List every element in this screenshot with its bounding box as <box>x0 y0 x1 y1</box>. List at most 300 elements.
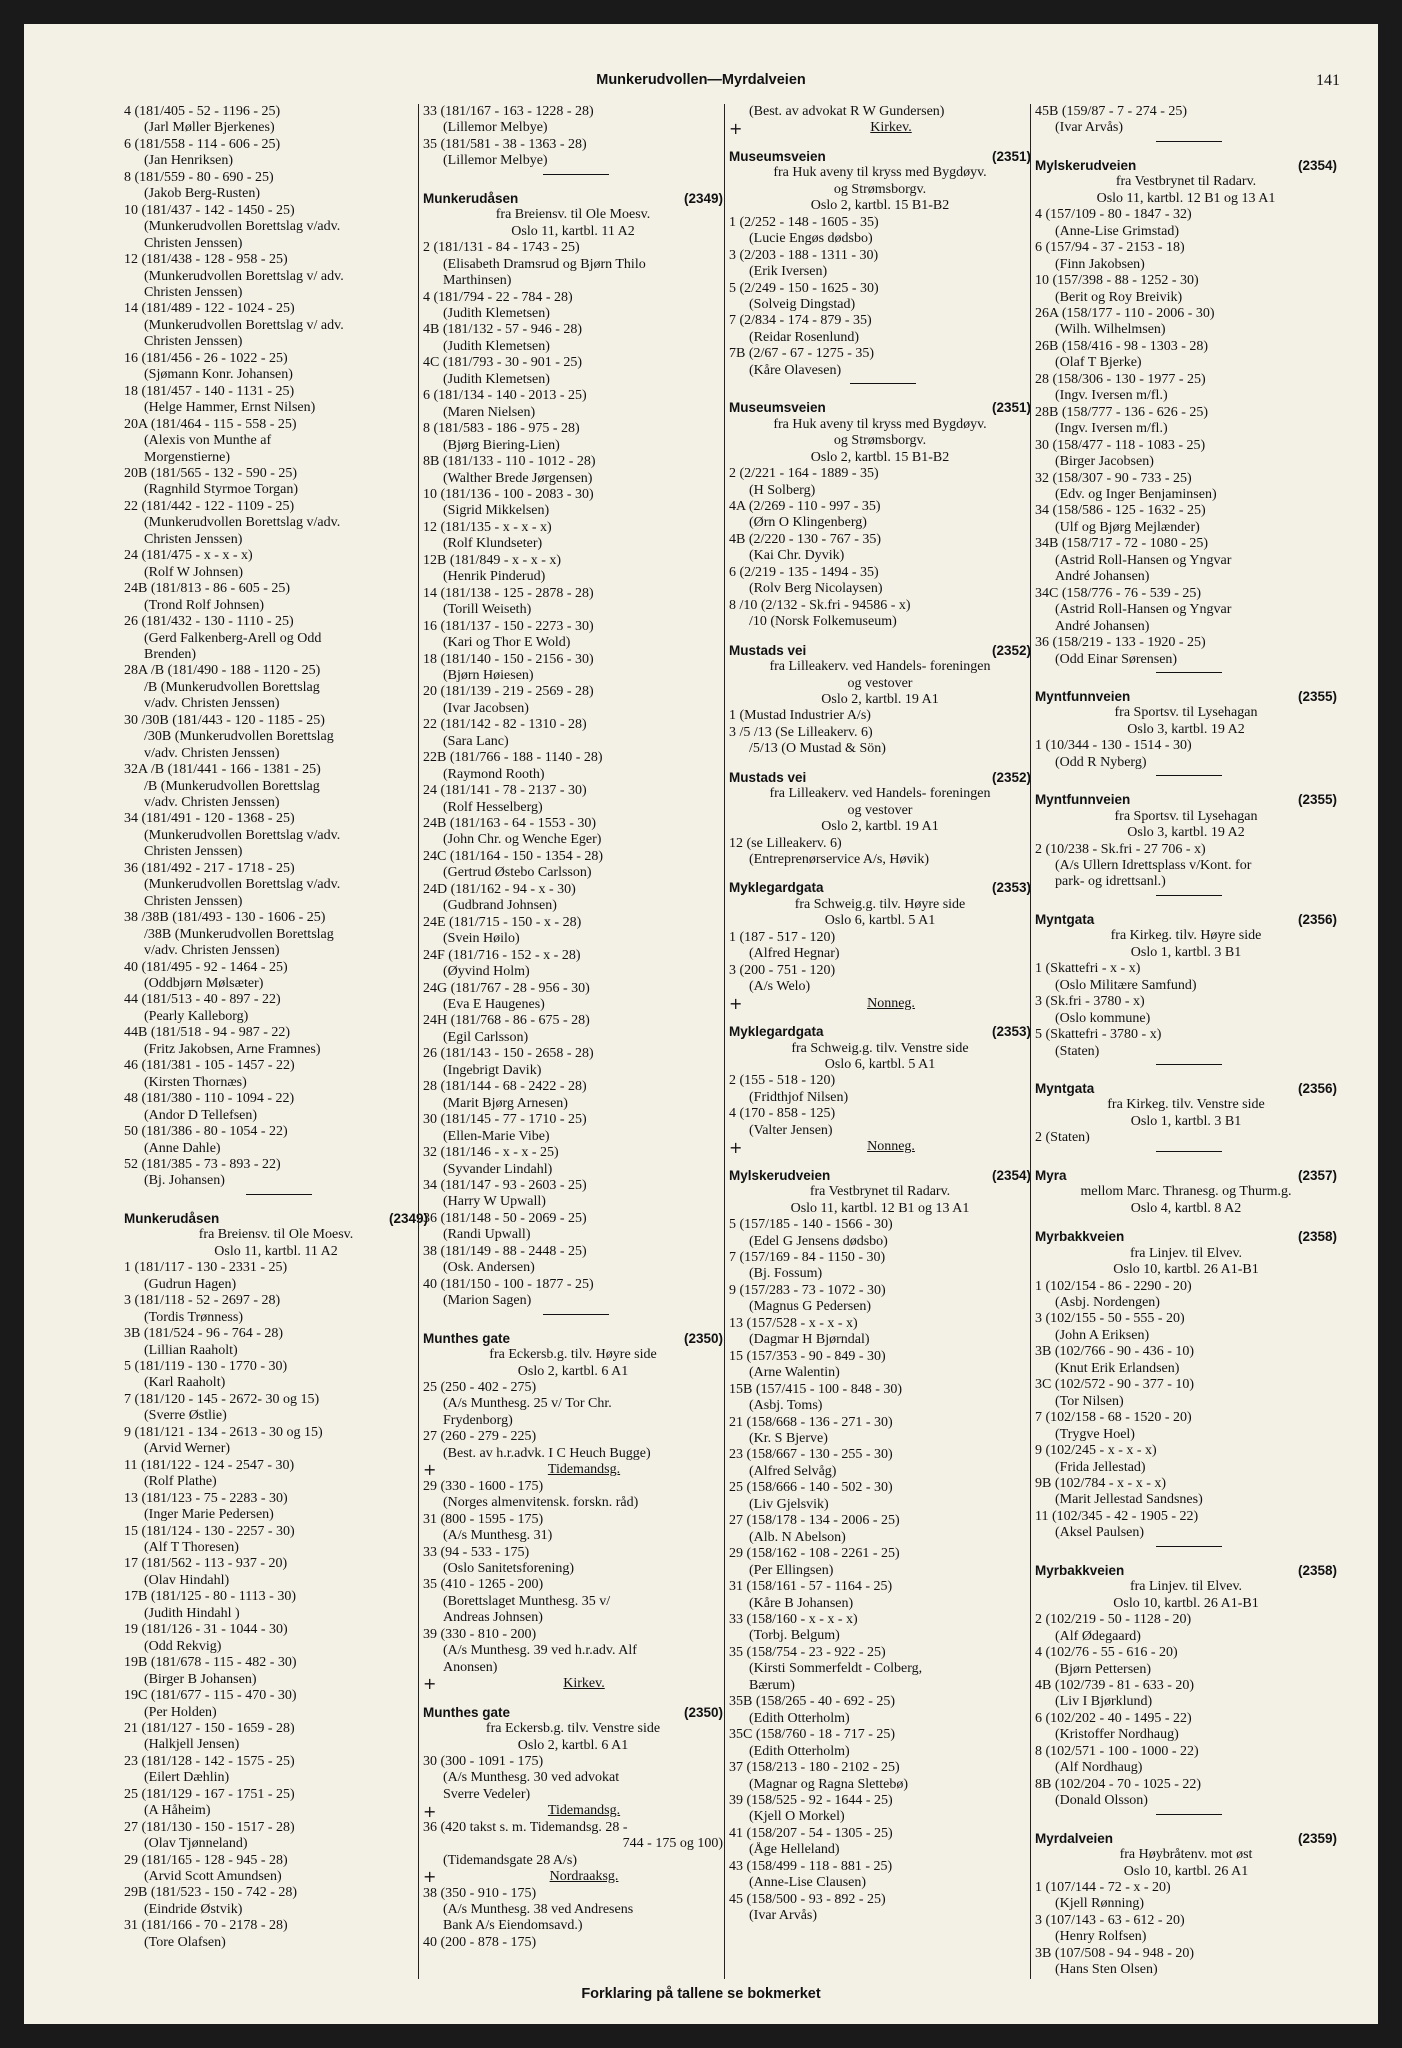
property-entry: 10 (181/437 - 142 - 1450 - 25) <box>124 202 295 218</box>
owner-name: (Ivar Arvås) <box>749 1908 818 1924</box>
property-entry: 24B (181/813 - 86 - 605 - 25) <box>124 581 291 597</box>
owner-name: (Rolf Plathe) <box>144 1474 217 1490</box>
owner-name: (Ivar Jacobsen) <box>443 700 529 716</box>
cross-street-name: Kirkev. <box>870 120 912 136</box>
owner-name: (Solveig Dingstad) <box>749 296 856 312</box>
owner-name: Marthinsen) <box>443 273 512 289</box>
owner-name: (Kirsten Thornæs) <box>144 1074 247 1090</box>
property-entry: 20B (181/565 - 132 - 590 - 25) <box>124 465 298 481</box>
property-entry: 17 (181/562 - 113 - 937 - 20) <box>124 1556 288 1572</box>
owner-name: (Judith Klemetsen) <box>443 371 550 387</box>
property-entry: 26 (181/143 - 150 - 2658 - 28) <box>423 1046 594 1062</box>
cross-street-marker <box>423 1676 723 1692</box>
owner-name: (Alf T Thoresen) <box>144 1539 239 1555</box>
street-description: fra Sportsv. til Lysehagan <box>1114 808 1258 824</box>
owner-name: (Entreprenørservice A/s, Høvik) <box>749 852 929 868</box>
property-entry: 22 (181/142 - 82 - 1310 - 28) <box>423 717 587 733</box>
cross-icon: + <box>423 1460 437 1480</box>
street-code: (2353) <box>991 880 1031 896</box>
cross-street-name: Tidemandsg. <box>547 1803 621 1819</box>
property-entry: 4B (181/132 - 57 - 946 - 28) <box>423 322 583 338</box>
owner-name: (Ingv. Iversen m/fl.) <box>1055 388 1168 404</box>
owner-name: (Oddbjørn Mølsæter) <box>144 976 264 992</box>
property-entry: 19C (181/677 - 115 - 470 - 30) <box>124 1688 297 1704</box>
owner-name: (Frida Jellestad) <box>1055 1459 1146 1475</box>
property-entry: 50 (181/386 - 80 - 1054 - 22) <box>124 1124 288 1140</box>
property-entry: 24 (181/141 - 78 - 2137 - 30) <box>423 783 587 799</box>
column-3 <box>724 104 1031 1979</box>
street-code: (2355) <box>1297 688 1337 704</box>
owner-name: (Berit og Roy Breivik) <box>1055 289 1183 305</box>
street-description: Oslo 10, kartbl. 26 A1 <box>1123 1863 1249 1879</box>
property-entry: 8 (102/571 - 100 - 1000 - 22) <box>1035 1743 1199 1759</box>
property-entry: 2 (181/131 - 84 - 1743 - 25) <box>423 240 580 256</box>
owner-name: (Åge Helleland) <box>749 1842 840 1858</box>
owner-name: (John A Eriksen) <box>1055 1327 1150 1343</box>
street-name: Munkerudåsen <box>124 1210 220 1226</box>
property-entry: 33 (181/167 - 163 - 1228 - 28) <box>423 104 594 119</box>
property-entry: 29B (181/523 - 150 - 742 - 28) <box>124 1885 298 1901</box>
street-name: Museumsveien <box>729 148 826 164</box>
property-entry: 2 (2/221 - 164 - 1889 - 35) <box>729 466 879 482</box>
owner-name: (Gudbrand Johnsen) <box>443 898 557 914</box>
street-heading <box>1035 1081 1337 1097</box>
street-description: og Strømsborgv. <box>833 181 927 197</box>
street-code: (2359) <box>1297 1830 1337 1846</box>
owner-name: /10 (Norsk Folkemuseum) <box>749 614 897 630</box>
street-heading <box>1035 689 1337 705</box>
cross-icon: + <box>423 1674 437 1694</box>
owner-name: (Henrik Pinderud) <box>443 569 546 585</box>
owner-name: (Best. av advokat R W Gundersen) <box>749 104 945 119</box>
column-1 <box>124 104 428 1951</box>
separator-rule <box>1035 668 1337 677</box>
property-entry: 44 (181/513 - 40 - 897 - 22) <box>124 992 281 1008</box>
separator-rule <box>1035 1060 1337 1069</box>
owner-name: Christen Jenssen) <box>144 893 243 909</box>
property-entry: 15 (181/124 - 130 - 2257 - 30) <box>124 1523 295 1539</box>
street-description: Oslo 10, kartbl. 26 A1-B1 <box>1113 1595 1259 1611</box>
property-entry: 1 (107/144 - 72 - x - 20) <box>1035 1879 1171 1895</box>
owner-name: (Tor Nilsen) <box>1055 1393 1124 1409</box>
separator-rule <box>729 379 1031 388</box>
property-entry: 40 (181/495 - 92 - 1464 - 25) <box>124 959 288 975</box>
property-entry: 3B (181/524 - 96 - 764 - 28) <box>124 1326 284 1342</box>
owner-name: (H Solberg) <box>749 482 816 498</box>
owner-name: (Rolf Hesselberg) <box>443 799 543 815</box>
owner-name: (A/s Munthesg. 38 ved Andresens <box>443 1902 634 1918</box>
street-description: fra Kirkeg. tilv. Høyre side <box>1110 928 1262 944</box>
owner-name: /B (Munkerudvollen Borettslag <box>144 679 320 695</box>
owner-name: (Maren Nielsen) <box>443 404 536 420</box>
property-entry: 19B (181/678 - 115 - 482 - 30) <box>124 1655 297 1671</box>
street-description: fra Eckersb.g. tilv. Venstre side <box>485 1721 661 1737</box>
owner-name: (Asbj. Nordengen) <box>1055 1295 1160 1310</box>
owner-name: (Alfred Selvåg) <box>749 1463 837 1479</box>
owner-name: (Olaf T Bjerke) <box>1055 355 1142 371</box>
owner-name: Christen Jenssen) <box>144 284 243 300</box>
property-entry: 28 (181/144 - 68 - 2422 - 28) <box>423 1079 587 1095</box>
owner-name: (Randi Upwall) <box>443 1227 531 1243</box>
property-entry: 4B (2/220 - 130 - 767 - 35) <box>729 531 882 547</box>
owner-name: (Ulf og Bjørg Mejlænder) <box>1055 519 1200 535</box>
property-entry: 13 (157/528 - x - x - x) <box>729 1315 858 1331</box>
owner-name: (Alb. N Abelson) <box>749 1529 846 1545</box>
street-code: (2351) <box>991 400 1031 416</box>
owner-name: (Knut Erik Erlandsen) <box>1055 1360 1180 1376</box>
cross-street-marker <box>423 1803 723 1819</box>
property-entry: 12 (181/135 - x - x - x) <box>423 519 552 535</box>
street-description: fra Høybråtenv. mot øst <box>1119 1847 1253 1863</box>
property-entry: 21 (181/127 - 150 - 1659 - 28) <box>124 1720 295 1736</box>
property-entry: 4C (181/793 - 30 - 901 - 25) <box>423 355 583 371</box>
property-entry: 1 (2/252 - 148 - 1605 - 35) <box>729 214 879 230</box>
street-description: fra Lilleakerv. ved Handels- foreningen <box>769 786 991 802</box>
owner-name: (Munkerudvollen Borettslag v/ adv. <box>144 317 344 333</box>
property-entry: 1 (187 - 517 - 120) <box>729 929 836 945</box>
cross-icon: + <box>729 993 743 1013</box>
owner-name: (Munkerudvollen Borettslag v/adv. <box>144 827 341 843</box>
street-code: (2353) <box>991 1024 1031 1040</box>
property-entry: 3 (181/118 - 52 - 2697 - 28) <box>124 1293 281 1309</box>
street-description: fra Lilleakerv. ved Handels- foreningen <box>769 659 991 675</box>
owner-name: (Halkjell Jensen) <box>144 1737 240 1753</box>
owner-name: (Ørn O Klingenberg) <box>749 515 867 531</box>
street-name: Myntfunnveien <box>1035 688 1131 704</box>
owner-name: (A/s Welo) <box>749 979 811 995</box>
footer-note: Forklaring på tallene se bokmerket <box>581 1986 821 2002</box>
property-entry: 7 (157/169 - 84 - 1150 - 30) <box>729 1250 886 1265</box>
owner-name: (Rolf Klundseter) <box>443 536 543 552</box>
owner-name: (Inger Marie Pedersen) <box>144 1507 274 1523</box>
property-entry: 25 (181/129 - 167 - 1751 - 25) <box>124 1786 295 1802</box>
property-entry: 6 (2/219 - 135 - 1494 - 35) <box>729 564 879 580</box>
owner-name: (Kjell O Morkel) <box>749 1809 845 1825</box>
property-entry: 15 (157/353 - 90 - 849 - 30) <box>729 1348 886 1364</box>
street-heading <box>124 1211 428 1227</box>
street-description: og vestover <box>847 802 913 818</box>
cross-street-name: Nordraaksg. <box>549 1869 619 1885</box>
street-description: Oslo 1, kartbl. 3 B1 <box>1130 1113 1242 1129</box>
owner-name: (Judith Klemetsen) <box>443 338 550 354</box>
owner-name: (Kåre B Johansen) <box>749 1595 854 1611</box>
property-entry: 34C (158/776 - 76 - 539 - 25) <box>1035 585 1202 601</box>
cross-street-marker <box>423 1869 723 1885</box>
property-entry: 7 (2/834 - 174 - 879 - 35) <box>729 313 872 329</box>
property-entry: 15B (157/415 - 100 - 848 - 30) <box>729 1381 903 1397</box>
property-entry: 26 (181/432 - 130 - 1110 - 25) <box>124 614 294 630</box>
owner-name: (Dagmar H Bjørndal) <box>749 1332 870 1348</box>
property-entry: 3 /5 /13 (Se Lilleakerv. 6) <box>729 724 873 740</box>
separator-rule <box>423 170 723 179</box>
property-entry: 29 (330 - 1600 - 175) <box>423 1478 544 1494</box>
owner-name: (Magnar og Ragna Slettebø) <box>749 1776 909 1792</box>
owner-name: (Best. av h.r.advk. I C Heuch Bugge) <box>443 1445 651 1461</box>
property-entry: 8 (181/559 - 80 - 690 - 25) <box>124 169 274 185</box>
street-heading <box>1035 912 1337 928</box>
property-entry: 36 (158/219 - 133 - 1920 - 25) <box>1035 635 1206 651</box>
owner-name: v/adv. Christen Jenssen) <box>144 943 280 959</box>
property-entry: 30 (158/477 - 118 - 1083 - 25) <box>1035 437 1206 453</box>
street-description: fra Schweig.g. tilv. Høyre side <box>794 896 966 912</box>
property-entry: 14 (181/138 - 125 - 2878 - 28) <box>423 585 594 601</box>
owner-name: (Erik Iversen) <box>749 264 828 280</box>
owner-name: (Staten) <box>1055 1043 1100 1059</box>
street-description: fra Huk aveny til kryss med Bygdøyv. <box>773 416 987 432</box>
owner-name: (Alfred Hegnar) <box>749 946 840 962</box>
owner-name: (Judith Hindahl ) <box>144 1605 240 1621</box>
property-entry: 20A (181/464 - 115 - 558 - 25) <box>124 416 297 432</box>
property-entry: 24C (181/164 - 150 - 1354 - 28) <box>423 848 604 864</box>
property-entry: 3B (107/508 - 94 - 948 - 20) <box>1035 1945 1195 1961</box>
street-description: fra Vestbrynet til Radarv. <box>1115 174 1257 190</box>
street-code: (2358) <box>1297 1562 1337 1578</box>
cross-icon: + <box>423 1867 437 1887</box>
owner-name: (Valter Jensen) <box>749 1122 833 1138</box>
property-entry: 35 (158/754 - 23 - 922 - 25) <box>729 1644 886 1660</box>
property-entry: 20 (181/139 - 219 - 2569 - 28) <box>423 684 594 700</box>
owner-name: (Munkerudvollen Borettslag v/adv. <box>144 219 341 235</box>
property-entry: 38 (181/149 - 88 - 2448 - 25) <box>423 1243 587 1259</box>
property-entry: 12 (se Lilleakerv. 6) <box>729 835 842 851</box>
street-description: og vestover <box>847 675 913 691</box>
property-entry: 14 (181/489 - 122 - 1024 - 25) <box>124 301 295 317</box>
owner-name: (Arvid Werner) <box>144 1441 231 1457</box>
owner-name: André Johansen) <box>1055 569 1150 585</box>
property-entry: 35B (158/265 - 40 - 692 - 25) <box>729 1694 896 1710</box>
owner-name: (Tidemandsgate 28 A/s) <box>443 1852 578 1868</box>
street-heading <box>1035 792 1337 808</box>
property-entry: 27 (181/130 - 150 - 1517 - 28) <box>124 1819 295 1835</box>
owner-name: (Astrid Roll-Hansen og Yngvar <box>1055 552 1232 568</box>
street-description: fra Kirkeg. tilv. Venstre side <box>1107 1097 1265 1113</box>
owner-name: (Sverre Østlie) <box>144 1408 227 1424</box>
street-description: Oslo 4, kartbl. 8 A2 <box>1130 1200 1242 1216</box>
street-heading <box>423 1331 723 1347</box>
owner-name: (Raymond Rooth) <box>443 766 545 782</box>
cross-street-name: Nonneg. <box>867 1139 915 1155</box>
owner-name: v/adv. Christen Jenssen) <box>144 745 280 761</box>
property-entry: 11 (181/122 - 124 - 2547 - 30) <box>124 1457 295 1473</box>
owner-name: (Fritz Jakobsen, Arne Framnes) <box>144 1041 321 1057</box>
owner-name: (Ingv. Iversen m/fl.) <box>1055 421 1168 437</box>
owner-name: (Øyvind Holm) <box>443 964 530 980</box>
street-code: (2349) <box>683 190 723 206</box>
street-name: Museumsveien <box>729 400 826 416</box>
property-entry: 40 (181/150 - 100 - 1877 - 25) <box>423 1276 594 1292</box>
property-entry: 31 (800 - 1595 - 175) <box>423 1511 544 1527</box>
cross-street-name: Nonneg. <box>867 995 915 1011</box>
property-entry: 34 (181/147 - 93 - 2603 - 25) <box>423 1178 587 1193</box>
property-entry: 4 (157/109 - 80 - 1847 - 32) <box>1035 207 1192 223</box>
owner-name: Sverre Vedeler) <box>443 1786 531 1802</box>
property-entry: 28 (158/306 - 130 - 1977 - 25) <box>1035 371 1206 387</box>
street-code: (2356) <box>1297 911 1337 927</box>
owner-name: (Asbj. Toms) <box>749 1398 823 1414</box>
property-entry: 36 (420 takst s. m. Tidemandsg. 28 - <box>423 1819 628 1835</box>
separator-rule <box>124 1190 428 1199</box>
separator-rule <box>1035 1542 1337 1551</box>
property-entry: 12 (181/438 - 128 - 958 - 25) <box>124 252 288 268</box>
owner-name: (Kai Chr. Dyvik) <box>749 548 845 564</box>
property-entry: 29 (181/165 - 128 - 945 - 28) <box>124 1852 288 1868</box>
owner-name: (Henry Rolfsen) <box>1055 1929 1147 1945</box>
property-entry: 33 (158/160 - x - x - x) <box>729 1611 858 1627</box>
property-entry: 3 (200 - 751 - 120) <box>729 962 836 978</box>
owner-name: (Alf Ødegaard) <box>1055 1628 1141 1644</box>
owner-name: (Sara Lanc) <box>443 733 509 749</box>
property-entry: 45B (159/87 - 7 - 274 - 25) <box>1035 104 1188 119</box>
separator-rule <box>423 1310 723 1319</box>
property-entry: 3 (2/203 - 188 - 1311 - 30) <box>729 247 879 263</box>
property-entry: 3B (102/766 - 90 - 436 - 10) <box>1035 1344 1195 1360</box>
street-heading <box>423 191 723 207</box>
street-name: Myklegardgata <box>729 880 824 896</box>
owner-name: (Ragnhild Styrmoe Torgan) <box>144 482 299 498</box>
owner-name: Brenden) <box>144 646 197 662</box>
owner-name: (Torill Weiseth) <box>443 602 532 618</box>
owner-name: (Harry W Upwall) <box>443 1194 546 1210</box>
owner-name: (Kari og Thor E Wold) <box>443 635 571 651</box>
owner-name: (Edv. og Inger Benjaminsen) <box>1055 486 1217 502</box>
owner-name: Frydenborg) <box>443 1412 513 1428</box>
street-code: (2351) <box>991 148 1031 164</box>
owner-name: (Osk. Andersen) <box>443 1260 535 1276</box>
property-entry: 1 (10/344 - 130 - 1514 - 30) <box>1035 738 1192 754</box>
cross-street-marker <box>729 993 1031 1013</box>
property-entry: 22 (181/442 - 122 - 1109 - 25) <box>124 498 295 514</box>
owner-name: (Tore Olafsen) <box>144 1934 226 1950</box>
street-code: (2354) <box>991 1167 1031 1183</box>
owner-name: (Anne-Lise Clausen) <box>749 1875 867 1891</box>
owner-name: (Helge Hammer, Ernst Nilsen) <box>144 400 316 416</box>
street-description: Oslo 11, kartbl. 12 B1 og 13 A1 <box>1096 190 1276 206</box>
owner-name: v/adv. Christen Jenssen) <box>144 696 280 712</box>
property-entry: 5 (181/119 - 130 - 1770 - 30) <box>124 1358 288 1374</box>
street-heading <box>1035 1563 1337 1579</box>
owner-name: (Gerd Falkenberg-Arell og Odd <box>144 630 322 646</box>
street-code: (2352) <box>991 769 1031 785</box>
property-entry: 38 (350 - 910 - 175) <box>423 1885 537 1901</box>
property-entry: 43 (158/499 - 118 - 881 - 25) <box>729 1858 893 1874</box>
property-entry: 44B (181/518 - 94 - 987 - 22) <box>124 1025 291 1041</box>
street-heading <box>1035 1168 1337 1184</box>
property-entry: 2 (102/219 - 50 - 1128 - 20) <box>1035 1612 1192 1628</box>
property-entry: 24G (181/767 - 28 - 956 - 30) <box>423 980 590 996</box>
street-description: Oslo 3, kartbl. 19 A2 <box>1127 721 1245 737</box>
property-entry: 2 (10/238 - Sk.fri - 27 706 - x) <box>1035 841 1206 857</box>
owner-name: (Lillemor Melbye) <box>443 153 548 169</box>
property-entry: 40 (200 - 878 - 175) <box>423 1934 537 1950</box>
owner-name: (Andor D Tellefsen) <box>144 1107 258 1123</box>
street-code: (2350) <box>683 1704 723 1720</box>
owner-name: Morgenstierne) <box>144 449 231 465</box>
property-entry: 28A /B (181/490 - 188 - 1120 - 25) <box>124 663 321 679</box>
property-entry: 25 (158/666 - 140 - 502 - 30) <box>729 1480 893 1496</box>
street-code: (2354) <box>1297 157 1337 173</box>
property-entry: 27 (158/178 - 134 - 2006 - 25) <box>729 1513 900 1529</box>
owner-name: (Finn Jakobsen) <box>1055 256 1145 272</box>
owner-name: (Arvid Scott Amundsen) <box>144 1869 282 1885</box>
directory-page <box>24 24 1378 2024</box>
page-number: 141 <box>1316 72 1340 89</box>
street-code: (2357) <box>1297 1167 1337 1183</box>
street-code: (2352) <box>991 642 1031 658</box>
property-entry: 27 (260 - 279 - 225) <box>423 1429 537 1445</box>
street-name: Myrbakkveien <box>1035 1229 1125 1245</box>
street-description: fra Breiensv. til Ole Moesv. <box>495 207 651 223</box>
property-entry: 6 (157/94 - 37 - 2153 - 18) <box>1035 240 1185 256</box>
street-description: Oslo 6, kartbl. 5 A1 <box>824 1057 936 1073</box>
owner-name: (Aksel Paulsen) <box>1055 1525 1145 1541</box>
property-entry: 7 (102/158 - 68 - 1520 - 20) <box>1035 1410 1192 1426</box>
owner-name: (A/s Munthesg. 39 ved h.r.adv. Alf <box>443 1643 637 1659</box>
street-description: Oslo 2, kartbl. 6 A1 <box>517 1363 629 1379</box>
property-entry: 31 (158/161 - 57 - 1164 - 25) <box>729 1579 893 1595</box>
cross-icon: + <box>423 1801 437 1821</box>
street-name: Munthes gate <box>423 1704 511 1720</box>
owner-name: (Ivar Arvås) <box>1055 120 1124 136</box>
property-entry: 4 (102/76 - 55 - 616 - 20) <box>1035 1645 1178 1661</box>
street-heading <box>1035 158 1337 174</box>
property-entry: 36 (181/148 - 50 - 2069 - 25) <box>423 1210 587 1226</box>
owner-name: (Bjørn Pettersen) <box>1055 1661 1152 1677</box>
owner-name: (Arne Walentin) <box>749 1365 840 1381</box>
property-entry: 18 (181/457 - 140 - 1131 - 25) <box>124 383 295 399</box>
owner-name: (Lucie Engøs dødsbo) <box>749 231 873 247</box>
property-entry: 4 (181/794 - 22 - 784 - 28) <box>423 289 573 305</box>
owner-name: (Donald Olsson) <box>1055 1793 1148 1809</box>
property-entry: 17B (181/125 - 80 - 1113 - 30) <box>124 1589 296 1605</box>
owner-name: (Marit Bjørg Arnesen) <box>443 1095 568 1111</box>
owner-name: (Gudrun Hagen) <box>144 1276 237 1292</box>
property-entry: 21 (158/668 - 136 - 271 - 30) <box>729 1414 893 1430</box>
owner-name: (Anne Dahle) <box>144 1140 221 1156</box>
owner-name: (Hans Sten Olsen) <box>1055 1962 1158 1978</box>
property-entry: 5 (Skattefri - 3780 - x) <box>1035 1027 1162 1043</box>
street-description: fra Linjev. til Elvev. <box>1129 1245 1243 1261</box>
owner-name: André Johansen) <box>1055 618 1150 634</box>
street-code: (2358) <box>1297 1229 1337 1245</box>
property-entry: 7 (181/120 - 145 - 2672- 30 og 15) <box>124 1391 320 1407</box>
owner-name: (Jarl Møller Bjerkenes) <box>144 120 275 136</box>
street-heading <box>729 149 1031 165</box>
street-description: Oslo 10, kartbl. 26 A1-B1 <box>1113 1262 1259 1278</box>
street-description: Oslo 2, kartbl. 19 A1 <box>821 819 939 835</box>
owner-name: (Munkerudvollen Borettslag v/adv. <box>144 515 341 531</box>
street-description: fra Linjev. til Elvev. <box>1129 1579 1243 1595</box>
property-entry: 9 (102/245 - x - x - x) <box>1035 1443 1157 1459</box>
owner-name: (Eva E Haugenes) <box>443 997 545 1013</box>
property-entry: 30 (300 - 1091 - 175) <box>423 1753 544 1769</box>
owner-name: (Reidar Rosenlund) <box>749 329 860 345</box>
property-entry: 6 (102/202 - 40 - 1495 - 22) <box>1035 1710 1192 1726</box>
cross-street-name: Kirkev. <box>563 1676 605 1692</box>
cross-street-name: Tidemandsg. <box>547 1462 621 1478</box>
owner-name: Christen Jenssen) <box>144 844 243 860</box>
street-heading <box>729 1024 1031 1040</box>
owner-name: (Karl Raaholt) <box>144 1375 226 1391</box>
street-heading <box>729 643 1031 659</box>
owner-name: /30B (Munkerudvollen Borettslag <box>144 729 334 745</box>
property-entry: 8 /10 (2/132 - Sk.fri - 94586 - x) <box>729 597 911 613</box>
street-description: mellom Marc. Thranesg. og Thurm.g. <box>1080 1184 1292 1200</box>
street-description: Oslo 2, kartbl. 15 B1-B2 <box>810 198 950 214</box>
owner-name: (Sjømann Konr. Johansen) <box>144 367 293 383</box>
owner-name: Christen Jenssen) <box>144 334 243 350</box>
street-name: Munthes gate <box>423 1330 511 1346</box>
property-entry: 35 (181/581 - 38 - 1363 - 28) <box>423 136 587 152</box>
